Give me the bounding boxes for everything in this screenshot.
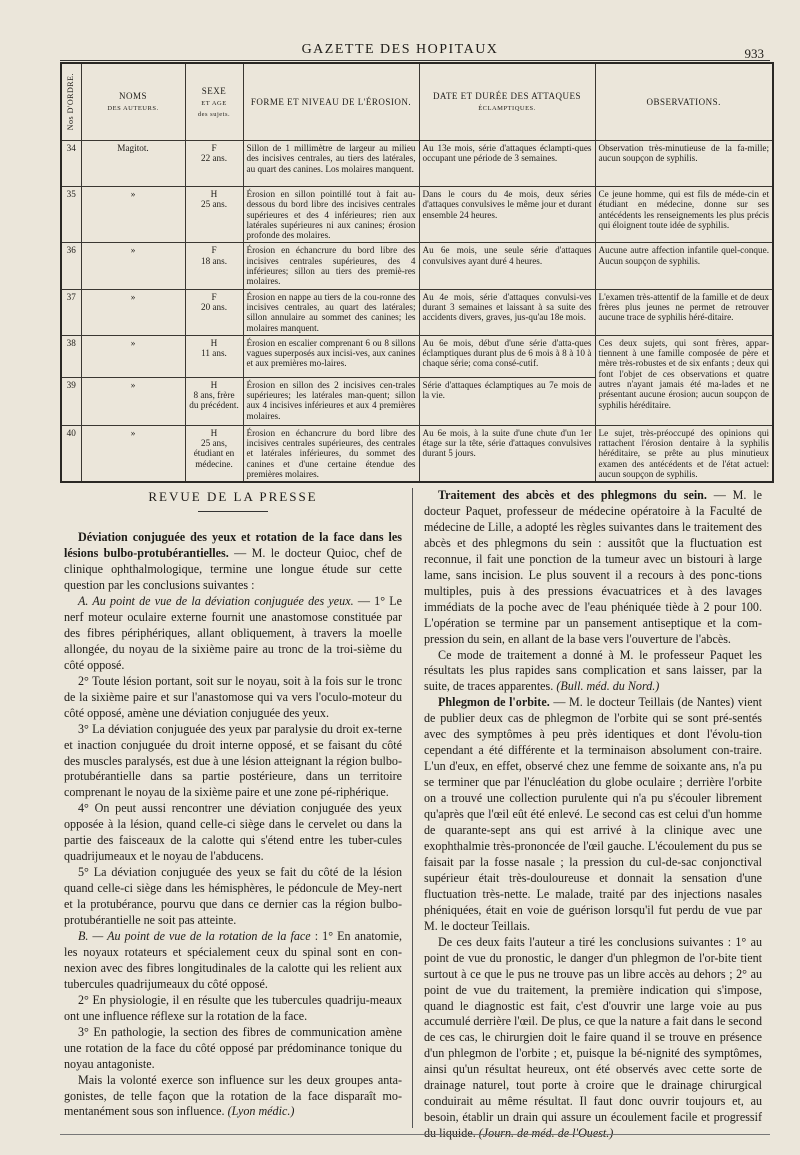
section-title: REVUE DE LA PRESSE: [148, 489, 318, 504]
row-attacks: Au 6e mois, à la suite d'une chute d'un 1er étage sur la tête, série d'attaques convulsives durant 5 jours.: [419, 425, 595, 482]
row-sex-age: H 11 ans.: [185, 335, 243, 377]
article-title: Traitement des abcès et des phlegmons du sein.: [438, 488, 707, 502]
article-title: Déviation conjuguée des yeux et rotation de la face dans les lésions bulbo-protubérantielles.: [64, 530, 402, 561]
header-date: DATE ET DURÉE DES ATTAQUES ÉCLAMPTIQUES.: [419, 63, 595, 141]
row-attacks: Au 6e mois, une seule série d'attaques convulsives ayant duré 4 heures.: [419, 243, 595, 289]
article-paragraph: 3° En pathologie, la section des fibres de communication amène une rotation de la face du côté opposé par prédominance tonique du noyau antagoniste.: [64, 1024, 402, 1071]
row-sex-age: F 22 ans.: [185, 141, 243, 187]
row-attacks: Au 6e mois, début d'une série d'atta-ques éclamptiques durant plus de 6 mois à 8 à 10 à chaque série; coma consé-cutif.: [419, 335, 595, 377]
row-attacks: Série d'attaques éclamptiques au 7e mois de la vie.: [419, 377, 595, 425]
row-sex-age: H 25 ans, étudiant en médecine.: [185, 425, 243, 482]
table-row: [61, 187, 773, 243]
table-row: [61, 141, 773, 187]
running-head: [0, 38, 800, 62]
row-number: 36: [61, 243, 81, 289]
table-row: [61, 243, 773, 289]
article-paragraph: Mais la volonté exerce son influence sur les deux groupes anta-gonistes, de telle façon que la rotation de la face disparaît mo-mentanément sous son influence. (Lyon médic.): [64, 1072, 402, 1119]
row-author: »: [81, 187, 185, 243]
row-erosion: Érosion en escalier comprenant 6 ou 8 sillons vagues superposés aux incisi-ves, aux canines et aux premières mo-laires.: [243, 335, 419, 377]
column-divider: [412, 488, 413, 1128]
row-observation: Observation très-minutieuse de la fa-mille; aucun soupçon de syphilis.: [595, 141, 773, 187]
article-paragraph: Phlegmon de l'orbite. — M. le docteur Teillais (de Nantes) vient de publier deux cas de phlegmon de l'orbite qui se sont pré-sentés avec des symptômes à peu près identiques et dont l'évolu-tion cependant a été différente et la terminaison absolument con-traire. L'un d'eux, en effet, observé chez une femme de soixante ans, n'a pu se terminer que par l'énucléation du globe oculaire ; derrière l'orbite on a trouvé une collection purulente qui n'a pu s'écouler librement qu'après que l'œil eût été enlevé. Le second cas est celui d'un homme de quarante-sept ans qui est arrivé à la clinique avec une exophthalmie très-prononcée de l'œil gauche. L'écoulement du pus se faisait par la fosse nasale ; la pression du cul-de-sac conjonctival supérieur était très-douloureuse et donnait la sensation d'une fluctuation très-nette. Le malade, traité par des injections nasales phéniquées, était en voie de guérison lorsqu'il fut perdu de vue par M. le docteur Teillais.: [424, 695, 762, 933]
row-number: 39: [61, 377, 81, 425]
row-author: »: [81, 289, 185, 335]
table-row: [61, 335, 773, 377]
row-erosion: Sillon de 1 millimètre de largeur au milieu des incisives centrales, au tiers des latérales, au quart des canines. Los molaires manquent.: [243, 141, 419, 187]
row-number: 40: [61, 425, 81, 482]
row-sex-age: H 25 ans.: [185, 187, 243, 243]
row-observation: Aucune autre affection infantile quel-conque. Aucun soupçon de syphilis.: [595, 243, 773, 289]
row-number: 37: [61, 289, 81, 335]
right-column: [424, 488, 763, 1141]
row-erosion: Érosion en sillon des 2 incisives cen-trales supérieures; les latérales man-quent; sillon aux 4 incisives inférieures et aux 4 premières molaires.: [243, 377, 419, 425]
row-number: 34: [61, 141, 81, 187]
row-erosion: Érosion en nappe au tiers de la cou-ronne des incisives centrales, au quart des latérales; sillon annulaire au sommet des canines; les molaires manquent.: [243, 289, 419, 335]
row-attacks: Au 13e mois, série d'attaques éclampti-ques occupant une période de 3 semaines.: [419, 141, 595, 187]
row-author: »: [81, 425, 185, 482]
source-citation: (Lyon médic.): [227, 1104, 295, 1119]
article-paragraph: 2° En physiologie, il en résulte que les tubercules quadriju-meaux ont une influence réflexe sur la rotation de la face.: [64, 992, 402, 1023]
header-ordre: Nos D'ORDRE.: [61, 63, 81, 141]
header-sexe: SEXE ET AGE des sujets.: [185, 63, 243, 141]
row-author: »: [81, 377, 185, 425]
article-paragraph: De ces deux faits l'auteur a tiré les conclusions suivantes : 1° au point de vue du pronostic, le danger d'un phlegmon de l'or-bite tient surtout à ce que le pus ne trouve pas un libre accès au dehors ; 2° au point de vue du traitement, la première indication qui s'impose, quand le diagnostic est fait, c'est d'ouvrir une large voie au pus accumulé derrière l'œil. De plus, ce que la nature a fait dans le second de ces cas, le chirurgien doit le faire quand il se trouve en présence d'un phlegmon de l'orbite ; et, puisque la bé-nignité des symptômes, ainsi qu'un résultat heureux, ont été observés avec cette sorte de drainage naturel, tout porte à croire que le drainage chirurgical conduirait au même résultat. Il faut donc ouvrir toujours et, au besoin, établir un drain qui assure un écoulement facile et progressif du liquide. (Journ. de méd. de l'Ouest.): [424, 934, 762, 1141]
row-attacks: Au 4e mois, série d'attaques convulsi-ves durant 3 semaines et laissant à sa suite des accidents divers, graves, jus-qu'au 18e mois.: [419, 289, 595, 335]
row-observation: Ce jeune homme, qui est fils de méde-cin et étudiant en médecine, donne sur ses antécédents les renseignements les plus précis qui éloignent toute idée de syphilis.: [595, 187, 773, 243]
table-row: [61, 289, 773, 335]
row-sex-age: F 18 ans.: [185, 243, 243, 289]
source-citation: (Bull. méd. du Nord.): [556, 679, 660, 694]
row-erosion: Érosion en échancrure du bord libre des incisives centrales supérieures, des centrales et latérales inférieures, du sommet des canines et d'une certaine étendue des premières molaires.: [243, 425, 419, 482]
journal-title: GAZETTE DES HOPITAUX: [301, 42, 499, 57]
article-title: Phlegmon de l'orbite.: [438, 695, 550, 710]
article-paragraph: 3° La déviation conjuguée des yeux par paralysie du droit ex-terne et inaction conjuguée du droit interne opposé, et se faisant du côté des muscles paralysés, est due à une lésion atteignant la région bulbo-protubérantielle dans sa partie postérieure, dans un territoire comprenant le noyau de la sixième paire et une zone pé-riphérique.: [64, 721, 402, 800]
table-header-row: [61, 63, 773, 141]
header-noms: NOMS DES AUTEURS.: [81, 63, 185, 141]
observations-table: [60, 62, 774, 483]
row-sex-age: H 8 ans, frère du précédent.: [185, 377, 243, 425]
row-observation: Le sujet, très-préoccupé des opinions qui rattachent l'érosion dentaire à la syphilis héréditaire, se prête au plus minutieux examen des antécédents et de l'état actuel: aucun soupçon de syphilis.: [595, 425, 773, 482]
left-column: [64, 488, 402, 1130]
section-rule: [198, 511, 268, 512]
article-paragraph: Ce mode de traitement a donné à M. le professeur Paquet les résultats les plus rapides sans complication et sans laisser, par la suite, de traces apparentes. (Bull. méd. du Nord.): [424, 647, 762, 694]
article-paragraph: Traitement des abcès et des phlegmons du sein. — M. le docteur Paquet, professeur de médecine opératoire à la Faculté de médecine de Lille, a adopté les règles suivantes dans le traitement des abcès et des phlegmons du sein : aussitôt que la fluctuation est reconnue, il fait une ponction de la tumeur avec un bistouri à large lame, sans incision. Le plus souvent il a recours à des ponc-tions multiples, puis à des pressions évacuatrices et à des lavages immédiats de la poche avec de l'eau phéniquée tiède à 2 pour 100. L'opération se termine par un pansement antiseptique et la com-pression du sein, en allant de la base vers l'ouverture de l'abcès.: [424, 488, 763, 646]
row-author: »: [81, 335, 185, 377]
row-observation: Ces deux sujets, qui sont frères, appar-tiennent à une famille composée de père et mère très-robustes et de six enfants ; deux qui font l'objet de ces observations et quatre autres n'ayant jamais été ma-lades et ne présentant aucune érosion; aucun soupçon de syphilis héréditaire.: [595, 335, 773, 425]
row-author: »: [81, 243, 185, 289]
bottom-rule: [60, 1134, 770, 1135]
row-author: Magitot.: [81, 141, 185, 187]
row-observation: L'examen très-attentif de la famille et de deux frères plus jeunes ne permet de retrouver aucune trace de syphilis héré-ditaire.: [595, 289, 773, 335]
article-paragraph: 4° On peut aussi rencontrer une déviation conjuguée des yeux opposée à la lésion, quand celle-ci siège dans le cervelet ou dans la partie des faisceaux de la calotte qui s'étend entre les tuber-cules quadrijumeaux et le noyau de l'abducens.: [64, 801, 402, 864]
source-citation: (Journ. de méd. de l'Ouest.): [478, 1126, 614, 1141]
row-erosion: Érosion en échancrure du bord libre des incisives centrales supérieures, des 4 inférieures; sillon au tiers des premiè-res molaires.: [243, 243, 419, 289]
article-paragraph: A. Au point de vue de la déviation conjuguée des yeux. — 1° Le nerf moteur oculaire externe fournit une anastomose constituée par des fibres périphériques, allant obliquement, à travers la moelle allongée, du noyau de la sixième paire au tronc de la troi-sième du côté opposé.: [64, 593, 402, 672]
article-paragraph: B. — Au point de vue de la rotation de la face : 1° En anatomie, les noyaux rotateurs et spécialement ceux du spinal sont en con-nexion avec des fibres longitudinales de la calotte qui les relient aux tubercules quadrijumeaux du côté opposé.: [64, 928, 402, 991]
row-attacks: Dans le cours du 4e mois, deux séries d'attaques convulsives le même jour et durant ensemble 24 heures.: [419, 187, 595, 243]
header-forme: FORME ET NIVEAU DE L'ÉROSION.: [243, 63, 419, 141]
article-paragraph: 5° La déviation conjuguée des yeux se fait du côté de la lésion quand celle-ci siège dans les hémisphères, le pédoncule de Mey-nert et la protubérance, pourvu que dans ce dernier cas la région bulbo-protubérantielle ne soit pas atteinte.: [64, 865, 402, 928]
row-number: 35: [61, 187, 81, 243]
article-paragraph: 2° Toute lésion portant, soit sur le noyau, soit à la fois sur le tronc de la sixième paire et sur l'anastomose qui va vers l'oculo-moteur du côté opposé, amène une déviation conjuguée des yeux.: [64, 673, 402, 720]
table-row: [61, 425, 773, 482]
row-number: 38: [61, 335, 81, 377]
observations-table-wrapper: [60, 62, 772, 480]
header-observations: OBSERVATIONS.: [595, 63, 773, 141]
page-number: 933: [744, 46, 764, 61]
subsection-heading: B. — Au point de vue de la rotation de la face: [78, 928, 311, 943]
subsection-heading: A. Au point de vue de la déviation conjuguée des yeux.: [78, 593, 354, 608]
header-rule: [60, 60, 770, 61]
row-sex-age: F 20 ans.: [185, 289, 243, 335]
row-erosion: Érosion en sillon pointillé tout à fait au-dessous du bord libre des incisives centrales supérieures et des 4 inférieures; rien aux latérales supérieures ni aux canines; érosion profonde des molaires.: [243, 187, 419, 243]
article-paragraph: Déviation conjuguée des yeux et rotation de la face dans les lésions bulbo-protubérantielles. — M. le docteur Quioc, chef de clinique ophthalmologique, termine une longue étude sur cette question par les conclusions suivantes :: [64, 530, 402, 593]
